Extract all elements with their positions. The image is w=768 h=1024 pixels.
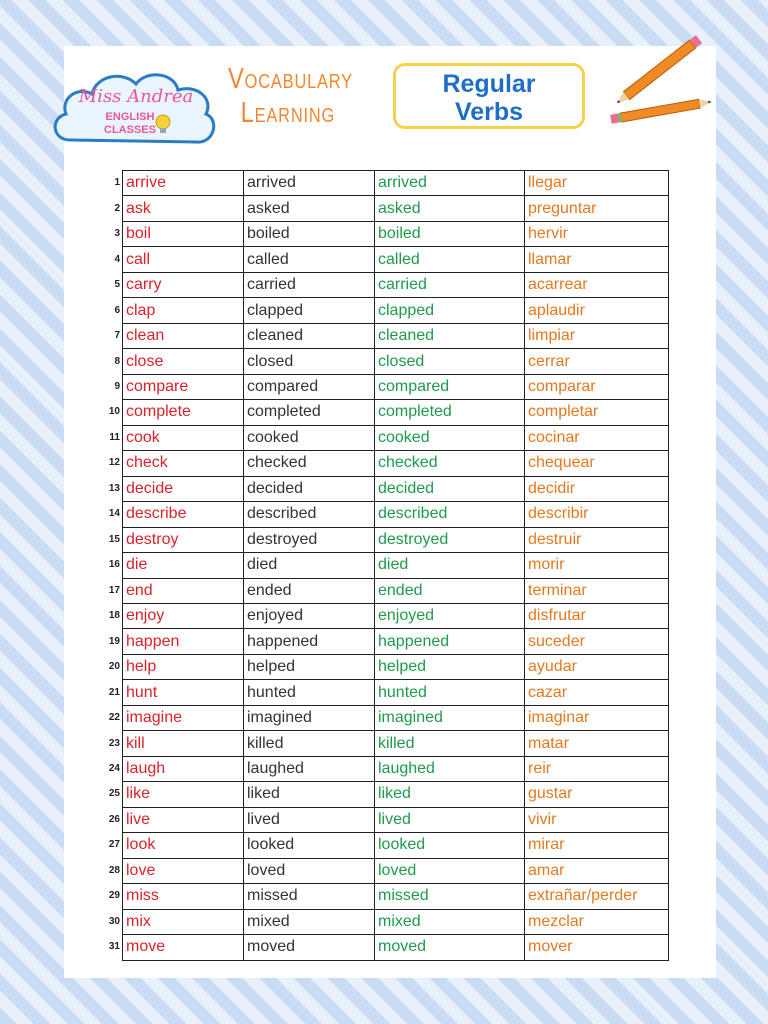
spanish-cell: chequear — [525, 451, 669, 476]
past-simple-cell: cooked — [244, 425, 375, 450]
past-participle-cell: missed — [375, 884, 525, 909]
row-number: 16 — [108, 559, 120, 571]
table-row — [102, 323, 669, 348]
past-participle-cell: ended — [375, 578, 525, 603]
past-simple-cell: arrived — [244, 171, 375, 196]
past-simple-cell: moved — [244, 935, 375, 960]
base-form-cell: love — [123, 858, 244, 883]
spanish-cell: vivir — [525, 807, 669, 832]
base-form-cell: live — [123, 807, 244, 832]
base-form-cell: close — [123, 349, 244, 374]
row-number: 2 — [114, 202, 120, 214]
spanish-cell: acarrear — [525, 272, 669, 297]
base-form-cell: happen — [123, 629, 244, 654]
badge-line1: Regular — [442, 70, 536, 98]
spanish-cell: mezclar — [525, 909, 669, 934]
spanish-cell: suceder — [525, 629, 669, 654]
base-form-cell: describe — [123, 502, 244, 527]
row-number: 26 — [108, 813, 120, 825]
past-participle-cell: laughed — [375, 756, 525, 781]
spanish-cell: disfrutar — [525, 603, 669, 628]
past-simple-cell: helped — [244, 654, 375, 679]
row-number: 6 — [114, 304, 120, 316]
spanish-cell: llamar — [525, 247, 669, 272]
past-participle-cell: looked — [375, 833, 525, 858]
base-form-cell: compare — [123, 374, 244, 399]
base-form-cell: arrive — [123, 171, 244, 196]
base-form-cell: hunt — [123, 680, 244, 705]
base-form-cell: boil — [123, 221, 244, 246]
table-row — [102, 196, 669, 221]
spanish-cell: mirar — [525, 833, 669, 858]
past-simple-cell: looked — [244, 833, 375, 858]
spanish-cell: hervir — [525, 221, 669, 246]
past-simple-cell: closed — [244, 349, 375, 374]
past-participle-cell: died — [375, 553, 525, 578]
row-number: 17 — [108, 584, 120, 596]
base-form-cell: call — [123, 247, 244, 272]
table-row — [102, 705, 669, 730]
base-form-cell: imagine — [123, 705, 244, 730]
past-participle-cell: loved — [375, 858, 525, 883]
past-participle-cell: clapped — [375, 298, 525, 323]
row-number: 13 — [108, 482, 120, 494]
table-row — [102, 807, 669, 832]
past-simple-cell: described — [244, 502, 375, 527]
past-simple-cell: compared — [244, 374, 375, 399]
table-row — [102, 247, 669, 272]
past-participle-cell: killed — [375, 731, 525, 756]
spanish-cell: preguntar — [525, 196, 669, 221]
past-simple-cell: loved — [244, 858, 375, 883]
spanish-cell: matar — [525, 731, 669, 756]
spanish-cell: decidir — [525, 476, 669, 501]
spanish-cell: terminar — [525, 578, 669, 603]
spanish-cell: completar — [525, 400, 669, 425]
table-row — [102, 502, 669, 527]
table-row — [102, 782, 669, 807]
spanish-cell: limpiar — [525, 323, 669, 348]
base-form-cell: miss — [123, 884, 244, 909]
past-participle-cell: liked — [375, 782, 525, 807]
base-form-cell: clean — [123, 323, 244, 348]
past-participle-cell: destroyed — [375, 527, 525, 552]
table-row — [102, 476, 669, 501]
table-row — [102, 374, 669, 399]
spanish-cell: describir — [525, 502, 669, 527]
past-participle-cell: completed — [375, 400, 525, 425]
past-simple-cell: killed — [244, 731, 375, 756]
base-form-cell: like — [123, 782, 244, 807]
past-participle-cell: imagined — [375, 705, 525, 730]
spanish-cell: mover — [525, 935, 669, 960]
spanish-cell: cocinar — [525, 425, 669, 450]
row-number: 18 — [108, 610, 120, 622]
past-participle-cell: happened — [375, 629, 525, 654]
base-form-cell: end — [123, 578, 244, 603]
base-form-cell: enjoy — [123, 603, 244, 628]
table-row — [102, 553, 669, 578]
spanish-cell: ayudar — [525, 654, 669, 679]
row-number: 10 — [108, 406, 120, 418]
base-form-cell: cook — [123, 425, 244, 450]
past-simple-cell: laughed — [244, 756, 375, 781]
row-number: 11 — [109, 431, 120, 443]
row-number: 14 — [108, 508, 120, 520]
spanish-cell: gustar — [525, 782, 669, 807]
past-simple-cell: completed — [244, 400, 375, 425]
base-form-cell: laugh — [123, 756, 244, 781]
past-participle-cell: carried — [375, 272, 525, 297]
past-simple-cell: destroyed — [244, 527, 375, 552]
row-number: 27 — [108, 839, 120, 851]
past-simple-cell: mixed — [244, 909, 375, 934]
past-participle-cell: arrived — [375, 171, 525, 196]
table-row — [102, 731, 669, 756]
verbs-table-body — [102, 171, 669, 961]
logo-line2: ENGLISH — [105, 111, 155, 123]
row-number: 12 — [108, 457, 120, 469]
table-row — [102, 298, 669, 323]
past-participle-cell: described — [375, 502, 525, 527]
spanish-cell: aplaudir — [525, 298, 669, 323]
past-participle-cell: boiled — [375, 221, 525, 246]
row-number: 25 — [108, 788, 120, 800]
past-simple-cell: called — [244, 247, 375, 272]
row-number: 30 — [108, 915, 120, 927]
miss-andrea-logo — [50, 62, 220, 162]
base-form-cell: mix — [123, 909, 244, 934]
past-simple-cell: decided — [244, 476, 375, 501]
past-participle-cell: closed — [375, 349, 525, 374]
past-simple-cell: boiled — [244, 221, 375, 246]
row-number: 28 — [108, 864, 120, 876]
row-number: 1 — [114, 177, 120, 189]
past-participle-cell: lived — [375, 807, 525, 832]
base-form-cell: move — [123, 935, 244, 960]
table-row — [102, 221, 669, 246]
base-form-cell: carry — [123, 272, 244, 297]
past-participle-cell: compared — [375, 374, 525, 399]
table-row — [102, 858, 669, 883]
past-participle-cell: checked — [375, 451, 525, 476]
spanish-cell: destruir — [525, 527, 669, 552]
spanish-cell: imaginar — [525, 705, 669, 730]
row-number: 5 — [114, 279, 120, 291]
past-simple-cell: missed — [244, 884, 375, 909]
table-row — [102, 400, 669, 425]
past-participle-cell: cooked — [375, 425, 525, 450]
past-participle-cell: called — [375, 247, 525, 272]
verbs-table — [102, 170, 669, 961]
spanish-cell: morir — [525, 553, 669, 578]
row-number: 20 — [108, 661, 120, 673]
table-row — [102, 451, 669, 476]
spanish-cell: comparar — [525, 374, 669, 399]
base-form-cell: help — [123, 654, 244, 679]
base-form-cell: die — [123, 553, 244, 578]
row-number: 3 — [114, 228, 120, 240]
past-participle-cell: decided — [375, 476, 525, 501]
table-row — [102, 578, 669, 603]
table-row — [102, 629, 669, 654]
row-number: 23 — [108, 737, 120, 749]
table-row — [102, 349, 669, 374]
base-form-cell: kill — [123, 731, 244, 756]
spanish-cell: extrañar/perder — [525, 884, 669, 909]
title-line2: Learning — [240, 97, 336, 129]
logo-line1: Miss Andrea — [78, 86, 194, 107]
logo-line3: CLASSES — [104, 124, 156, 136]
table-row — [102, 603, 669, 628]
past-simple-cell: checked — [244, 451, 375, 476]
past-simple-cell: happened — [244, 629, 375, 654]
row-number: 15 — [108, 533, 120, 545]
past-simple-cell: asked — [244, 196, 375, 221]
row-number: 9 — [114, 380, 120, 392]
page-title — [228, 62, 353, 130]
table-row — [102, 272, 669, 297]
row-number: 31 — [108, 941, 120, 953]
table-row — [102, 756, 669, 781]
past-simple-cell: lived — [244, 807, 375, 832]
past-simple-cell: liked — [244, 782, 375, 807]
past-participle-cell: helped — [375, 654, 525, 679]
base-form-cell: destroy — [123, 527, 244, 552]
base-form-cell: ask — [123, 196, 244, 221]
spanish-cell: reir — [525, 756, 669, 781]
past-participle-cell: cleaned — [375, 323, 525, 348]
past-simple-cell: cleaned — [244, 323, 375, 348]
base-form-cell: clap — [123, 298, 244, 323]
past-participle-cell: moved — [375, 935, 525, 960]
past-simple-cell: imagined — [244, 705, 375, 730]
table-row — [102, 527, 669, 552]
base-form-cell: look — [123, 833, 244, 858]
past-simple-cell: clapped — [244, 298, 375, 323]
base-form-cell: decide — [123, 476, 244, 501]
row-number: 19 — [108, 635, 120, 647]
table-row — [102, 171, 669, 196]
base-form-cell: complete — [123, 400, 244, 425]
row-number: 7 — [114, 330, 120, 342]
table-row — [102, 884, 669, 909]
spanish-cell: amar — [525, 858, 669, 883]
badge-line2: Verbs — [454, 98, 524, 126]
spanish-cell: llegar — [525, 171, 669, 196]
pencils-icon — [604, 30, 718, 140]
row-number: 29 — [108, 890, 120, 902]
row-number: 8 — [114, 355, 120, 367]
table-row — [102, 909, 669, 934]
base-form-cell: check — [123, 451, 244, 476]
past-simple-cell: died — [244, 553, 375, 578]
table-row — [102, 680, 669, 705]
past-participle-cell: mixed — [375, 909, 525, 934]
past-participle-cell: hunted — [375, 680, 525, 705]
row-number: 4 — [114, 253, 120, 265]
title-line1: Vocabulary — [228, 63, 353, 95]
row-number: 22 — [108, 712, 120, 724]
past-simple-cell: carried — [244, 272, 375, 297]
past-participle-cell: enjoyed — [375, 603, 525, 628]
table-row — [102, 654, 669, 679]
table-row — [102, 425, 669, 450]
past-simple-cell: ended — [244, 578, 375, 603]
past-participle-cell: asked — [375, 196, 525, 221]
row-number: 24 — [108, 763, 120, 775]
past-simple-cell: hunted — [244, 680, 375, 705]
table-row — [102, 935, 669, 960]
spanish-cell: cazar — [525, 680, 669, 705]
past-simple-cell: enjoyed — [244, 603, 375, 628]
spanish-cell: cerrar — [525, 349, 669, 374]
table-row — [102, 833, 669, 858]
topic-badge — [393, 63, 585, 129]
row-number: 21 — [108, 686, 120, 698]
